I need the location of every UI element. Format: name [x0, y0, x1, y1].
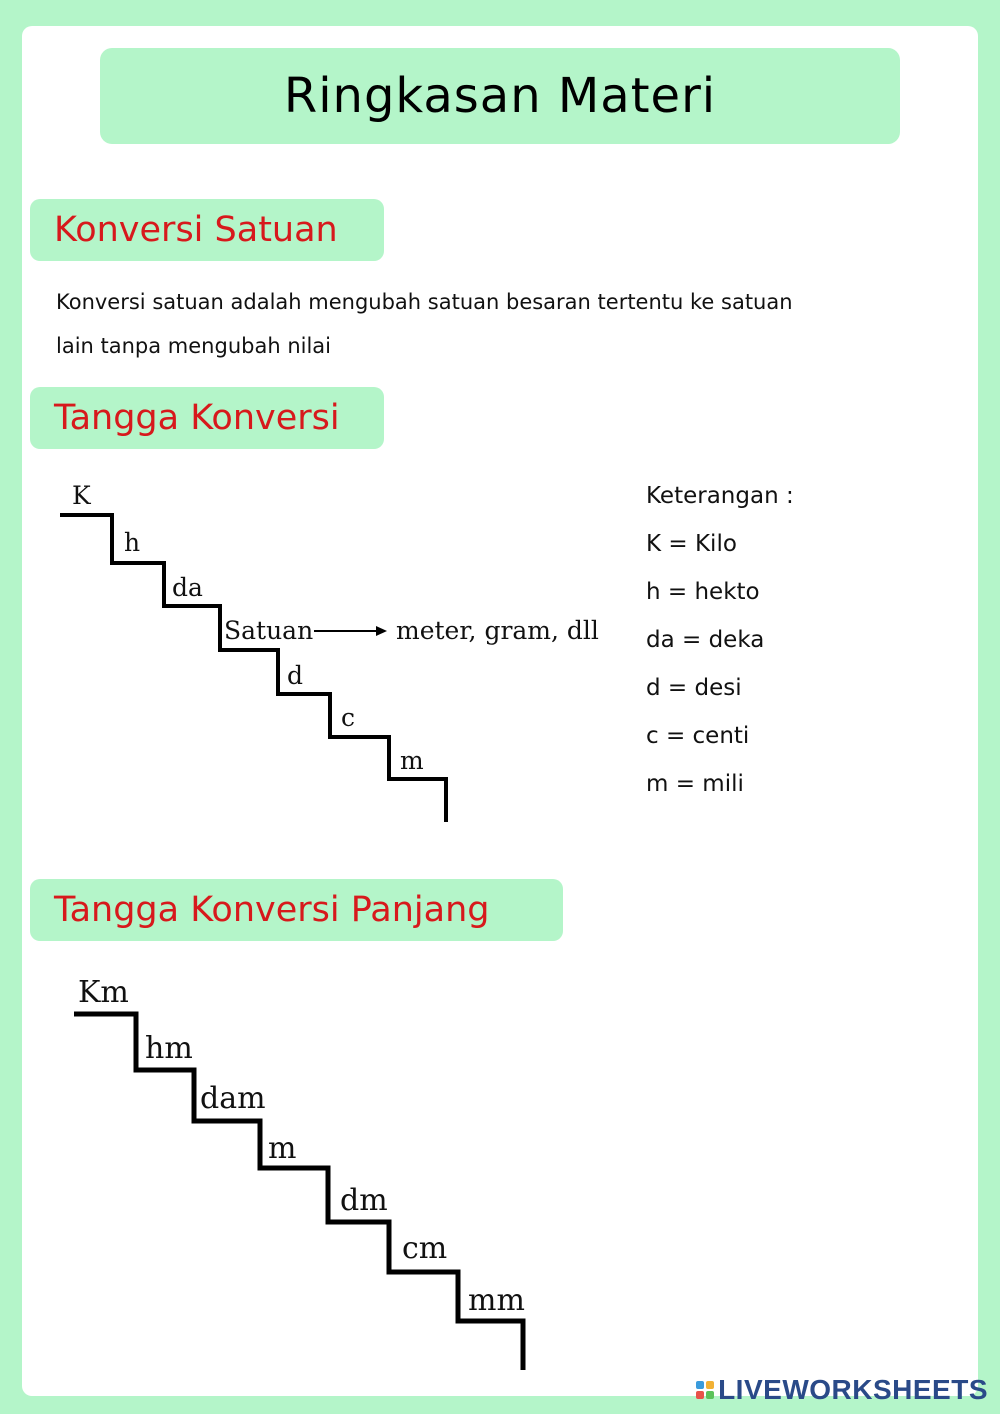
section-heading-text: Konversi Satuan: [54, 210, 338, 250]
definition-line-1: Konversi satuan adalah mengubah satuan besaran tertentu ke satuan: [56, 290, 793, 314]
legend-title: Keterangan :: [646, 483, 794, 509]
step-label-cm: cm: [402, 1231, 448, 1266]
step-label-c: c: [341, 703, 356, 732]
liveworksheets-brand: LIVEWORKSHEETS: [718, 1374, 988, 1405]
legend-list: [646, 474, 794, 810]
legend-item: h = hekto: [646, 579, 760, 605]
step-label-dm: dm: [340, 1183, 388, 1218]
step-label-m: m: [268, 1131, 297, 1166]
step-label-hm: hm: [145, 1031, 193, 1066]
legend-item: d = desi: [646, 675, 742, 701]
legend-item: c = centi: [646, 723, 750, 749]
step-label-dam: dam: [200, 1081, 266, 1116]
section-heading-text: Tangga Konversi Panjang: [54, 890, 490, 930]
legend-item: da = deka: [646, 627, 765, 653]
liveworksheets-icon: [696, 1381, 714, 1399]
liveworksheets-logo[interactable]: [696, 1374, 988, 1406]
step-label-h: h: [124, 528, 141, 557]
page-title: Ringkasan Materi: [283, 68, 717, 124]
definition-line-2: lain tanpa mengubah nilai: [56, 334, 331, 358]
step-label-mm: mm: [468, 1283, 525, 1318]
step-label-satuan: Satuan: [224, 616, 314, 645]
legend-item: m = mili: [646, 771, 744, 797]
step-label-da: da: [172, 573, 203, 602]
step-label-km: Km: [78, 975, 129, 1010]
step-label-m: m: [400, 746, 424, 775]
step-label-d: d: [287, 661, 304, 690]
section-heading-text: Tangga Konversi: [54, 398, 340, 438]
arrow-target-label: meter, gram, dll: [396, 616, 599, 645]
legend-item: K = Kilo: [646, 531, 737, 557]
step-label-k: K: [72, 481, 91, 510]
stair-line: [74, 1014, 523, 1370]
